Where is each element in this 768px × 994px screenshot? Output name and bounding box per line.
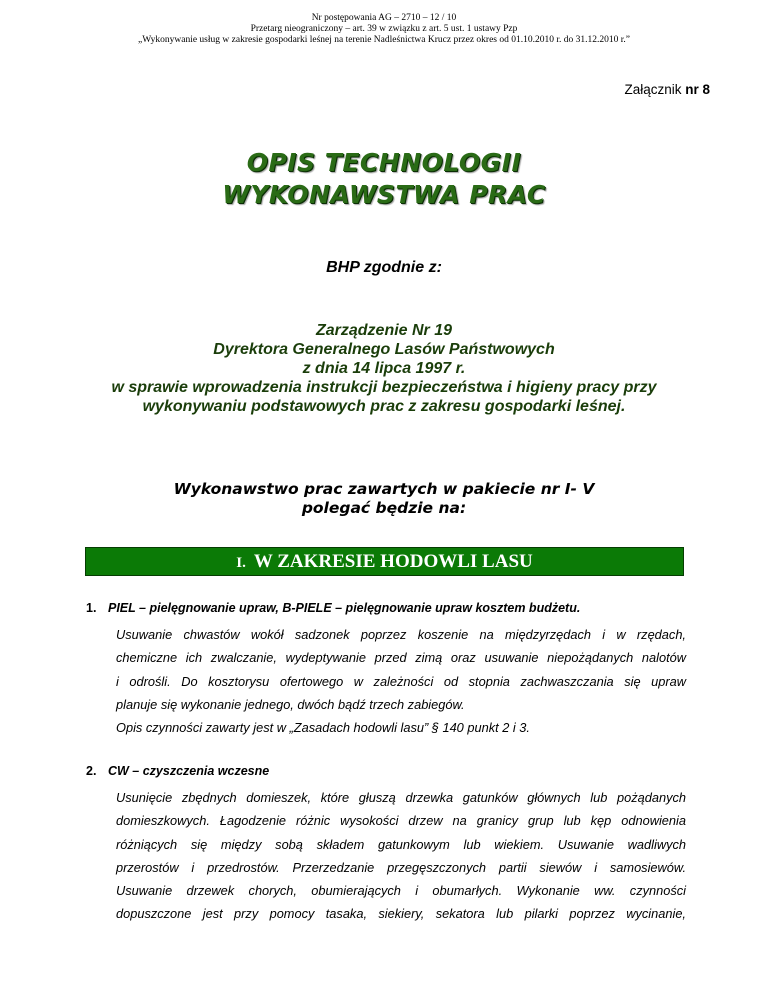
- paragraph-line: dopuszczone jest przy pomocy tasaka, siekiery, sekatora lub pilarki poprzez wycinanie,: [116, 906, 686, 922]
- item-heading-1: [86, 601, 580, 615]
- item-paragraph-1: [116, 623, 686, 739]
- decree-block: [0, 321, 768, 416]
- annex-label: [624, 82, 710, 97]
- item-number: 1.: [86, 601, 97, 615]
- paragraph-line: chemiczne ich zwalczanie, wydeptywanie przed zimą oraz usuwanie niepożądanych nalotów: [116, 650, 686, 666]
- paragraph-line: Usuwanie drzewek chorych, obumierających i obumarłych. Wykonanie ww. czynności: [116, 883, 686, 899]
- section-heading-bar: [85, 547, 684, 576]
- annex-number: nr 8: [685, 82, 710, 97]
- paragraph-line: Usuwanie chwastów wokół sadzonek poprzez koszenie na międzyrzędach i w rzędach,: [116, 627, 686, 642]
- paragraph-line: i odrośli. Do kosztorysu ofertowego w zależności od stopnia zachwaszczania się upraw: [116, 673, 686, 689]
- item-heading-text: CW – czyszczenia wczesne: [108, 764, 270, 778]
- decree-line-4: w sprawie wprowadzenia instrukcji bezpieczeństwa i higieny pracy przy: [111, 379, 657, 396]
- paragraph-line: Opis czynności zawarty jest w „Zasadach hodowli lasu” § 140 punkt 2 i 3.: [116, 720, 530, 736]
- item-heading-2: [86, 764, 269, 778]
- paragraph-line: różniących się między sobą składem gatunkowym lub wiekiem. Usuwanie wadliwych: [116, 836, 686, 852]
- section-title: W ZAKRESIE HODOWLI LASU: [253, 551, 533, 572]
- pakiet-heading: [0, 480, 768, 518]
- pakiet-line-1: Wykonawstwo prac zawartych w pakiecie nr I- V: [173, 480, 595, 498]
- decree-line-3: z dnia 14 lipca 1997 r.: [302, 360, 466, 377]
- title-line-1: OPIS TECHNOLOGII: [246, 148, 522, 177]
- paragraph-line: domieszkowych. Łagodzenie różnic wysokości drzew na granicy grup lub kęp odnowienia: [116, 813, 686, 829]
- annex-prefix: Załącznik: [624, 82, 686, 97]
- item-paragraph-2: [116, 786, 686, 926]
- decree-line-1: Zarządzenie Nr 19: [315, 322, 453, 339]
- header-line-2: Przetarg nieograniczony – art. 39 w związku z art. 5 ust. 1 ustawy Pzp: [250, 24, 518, 34]
- bhp-label: BHP zgodnie z:: [326, 259, 442, 276]
- document-title: [0, 147, 768, 211]
- decree-line-5: wykonywaniu podstawowych prac z zakresu gospodarki leśnej.: [142, 398, 626, 415]
- header-line-3: „Wykonywanie usług w zakresie gospodarki leśnej na terenie Nadleśnictwa Krucz przez okres od 01.10.2010 r. do 31.12.2010 r.”: [138, 35, 630, 45]
- paragraph-line: przerostów i przedrostów. Przerzedzanie przegęszczonych partii siewów i samosiewów.: [116, 859, 686, 875]
- paragraph-line: planuje się wykonanie jednego, dwóch bądź trzech zabiegów.: [116, 696, 465, 712]
- title-line-2: WYKONAWSTWA PRAC: [222, 180, 546, 209]
- decree-line-2: Dyrektora Generalnego Lasów Państwowych: [213, 341, 555, 358]
- paragraph-line: Usunięcie zbędnych domieszek, które głuszą drzewka gatunków głównych lub pożądanych: [116, 790, 686, 805]
- pakiet-line-2: polegać będzie na:: [301, 499, 467, 517]
- item-number: 2.: [86, 764, 97, 778]
- item-heading-text: PIEL – pielęgnowanie upraw, B-PIELE – pielęgnowanie upraw kosztem budżetu.: [108, 601, 581, 615]
- header-line-1: Nr postępowania AG – 2710 – 12 / 10: [311, 13, 457, 23]
- page-header: [0, 13, 768, 46]
- section-number: I.: [236, 555, 246, 571]
